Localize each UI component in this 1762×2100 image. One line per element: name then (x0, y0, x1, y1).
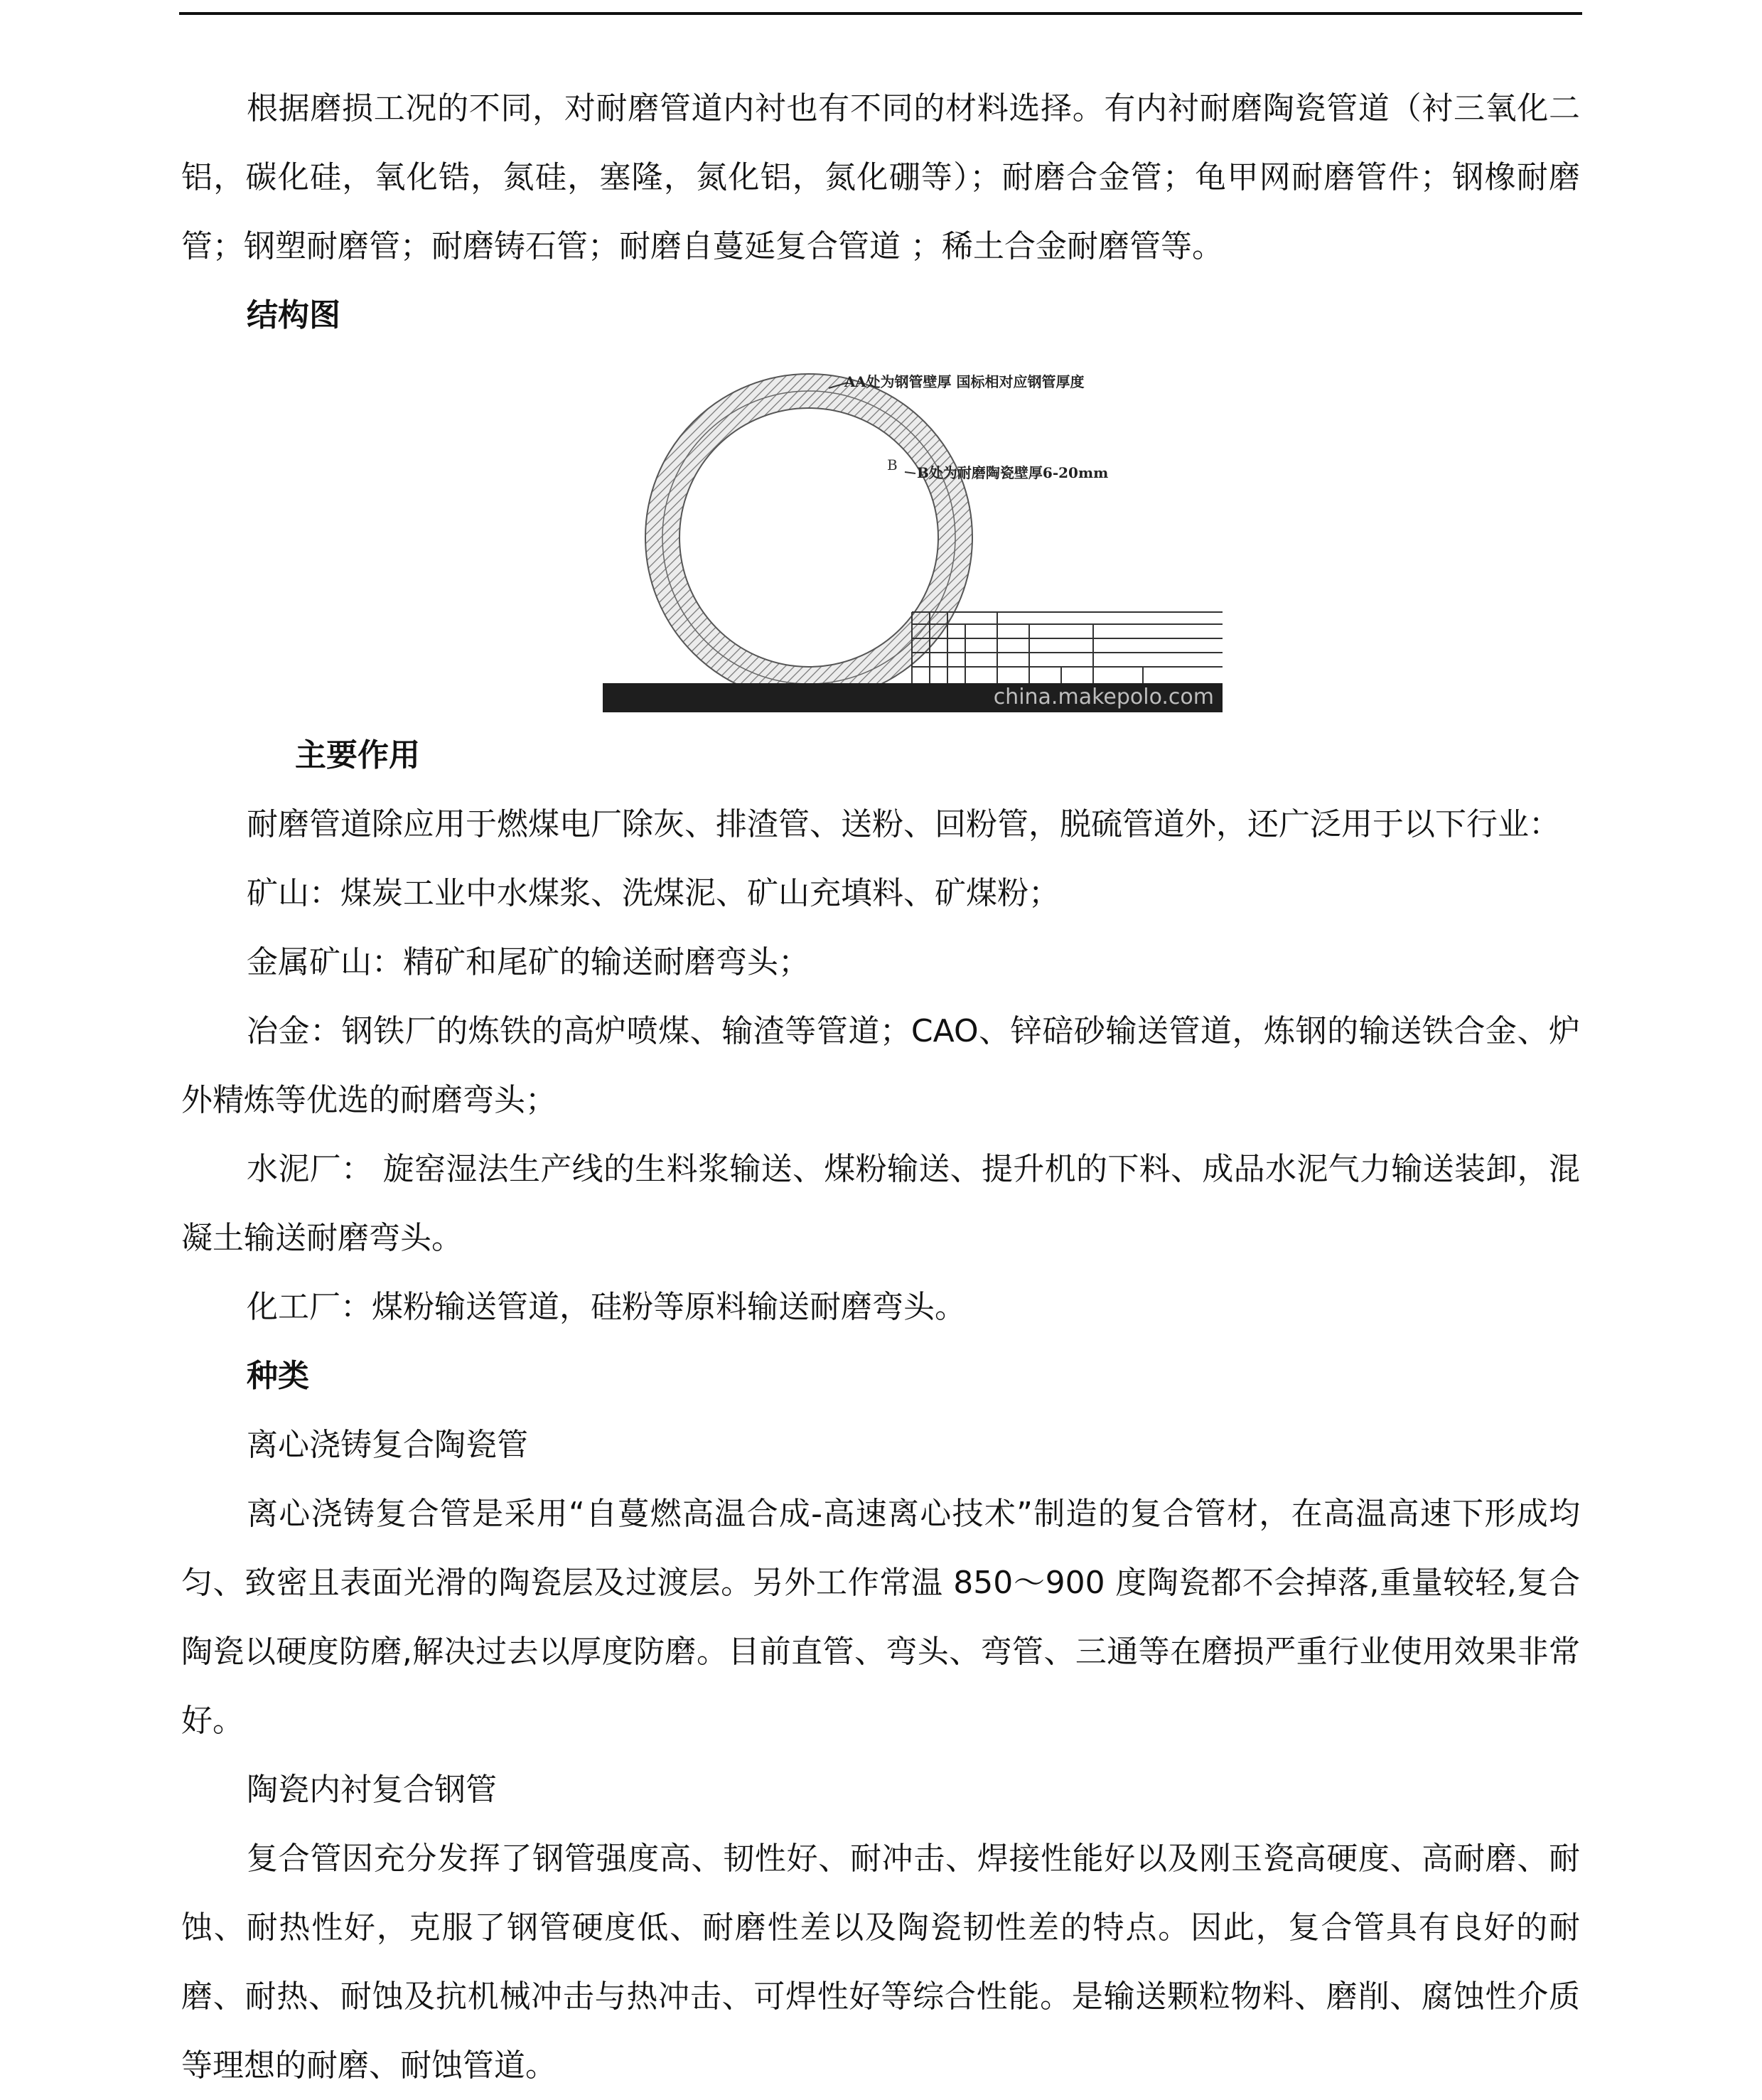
function-paragraph: 金属矿山：精矿和尾矿的输送耐磨弯头； (247, 944, 810, 980)
subsection-title: 陶瓷内衬复合钢管 (247, 1772, 497, 1808)
function-paragraph: 冶金：钢铁厂的炼铁的高炉喷煤、输渣等管道；CAO、锌碚砂输送管道，炼钢的输送铁合金、炉外精炼等优选的耐磨弯头； (181, 1013, 1580, 1118)
structure-heading: 结构图 (247, 297, 340, 333)
types-heading: 种类 (247, 1358, 309, 1394)
label-b: B处为耐磨陶瓷壁厚6-20mm (917, 464, 1109, 481)
header-rule (179, 12, 1582, 15)
function-paragraph: 矿山：煤炭工业中水煤浆、洗煤泥、矿山充填料、矿煤粉； (247, 875, 1060, 911)
function-paragraph: 耐磨管道除应用于燃煤电厂除灰、排渣管、送粉、回粉管，脱硫管道外，还广泛用于以下行业： (247, 806, 1560, 842)
subsection-title: 离心浇铸复合陶瓷管 (247, 1427, 528, 1463)
label-a: A处为钢管壁厚 国标相对应钢管厚度 (855, 373, 1085, 390)
document-body (181, 74, 1580, 2100)
intro-paragraph: 根据磨损工况的不同，对耐磨管道内衬也有不同的材料选择。有内衬耐磨陶瓷管道（衬三氧化二铝，碳化硅，氧化锆，氮硅，塞隆，氮化铝，氮化硼等）；耐磨合金管；龟甲网耐磨管件；钢橡耐磨管；钢塑耐磨管；耐磨铸石管；耐磨自蔓延复合管道 ；稀土合金耐磨管等。 (181, 90, 1580, 264)
subsection-body: 离心浇铸复合管是采用“自蔓燃高温合成-高速离心技术”制造的复合管材，在高温高速下形成均匀、致密且表面光滑的陶瓷层及过渡层。另外工作常温 850～900 度陶瓷都不会掉落,重量较轻,复合陶瓷以硬度防磨,解决过去以厚度防磨。目前直管、弯头、弯管、三通等在磨损严重行业使用效果非常好。 (181, 1496, 1580, 1739)
function-heading: 主要作用 (295, 737, 420, 773)
function-paragraph: 化工厂：煤粉输送管道，硅粉等原料输送耐磨弯头。 (247, 1289, 966, 1325)
pipe-structure-diagram (603, 360, 1223, 712)
subsection-body: 复合管因充分发挥了钢管强度高、韧性好、耐冲击、焊接性能好以及刚玉瓷高硬度、高耐磨、耐蚀、耐热性好，克服了钢管硬度低、耐磨性差以及陶瓷韧性差的特点。因此，复合管具有良好的耐磨、耐热、耐蚀及抗机械冲击与热冲击、可焊性好等综合性能。是输送颗粒物料、磨削、腐蚀性介质等理想的耐磨、耐蚀管道。 (181, 1841, 1580, 2084)
function-paragraph: 水泥厂： 旋窑湿法生产线的生料浆输送、煤粉输送、提升机的下料、成品水泥气力输送装卸，混凝土输送耐磨弯头。 (181, 1151, 1580, 1256)
marker-b: B (887, 456, 898, 473)
watermark: china.makepolo.com (993, 685, 1214, 709)
marker-a: A (844, 373, 856, 390)
